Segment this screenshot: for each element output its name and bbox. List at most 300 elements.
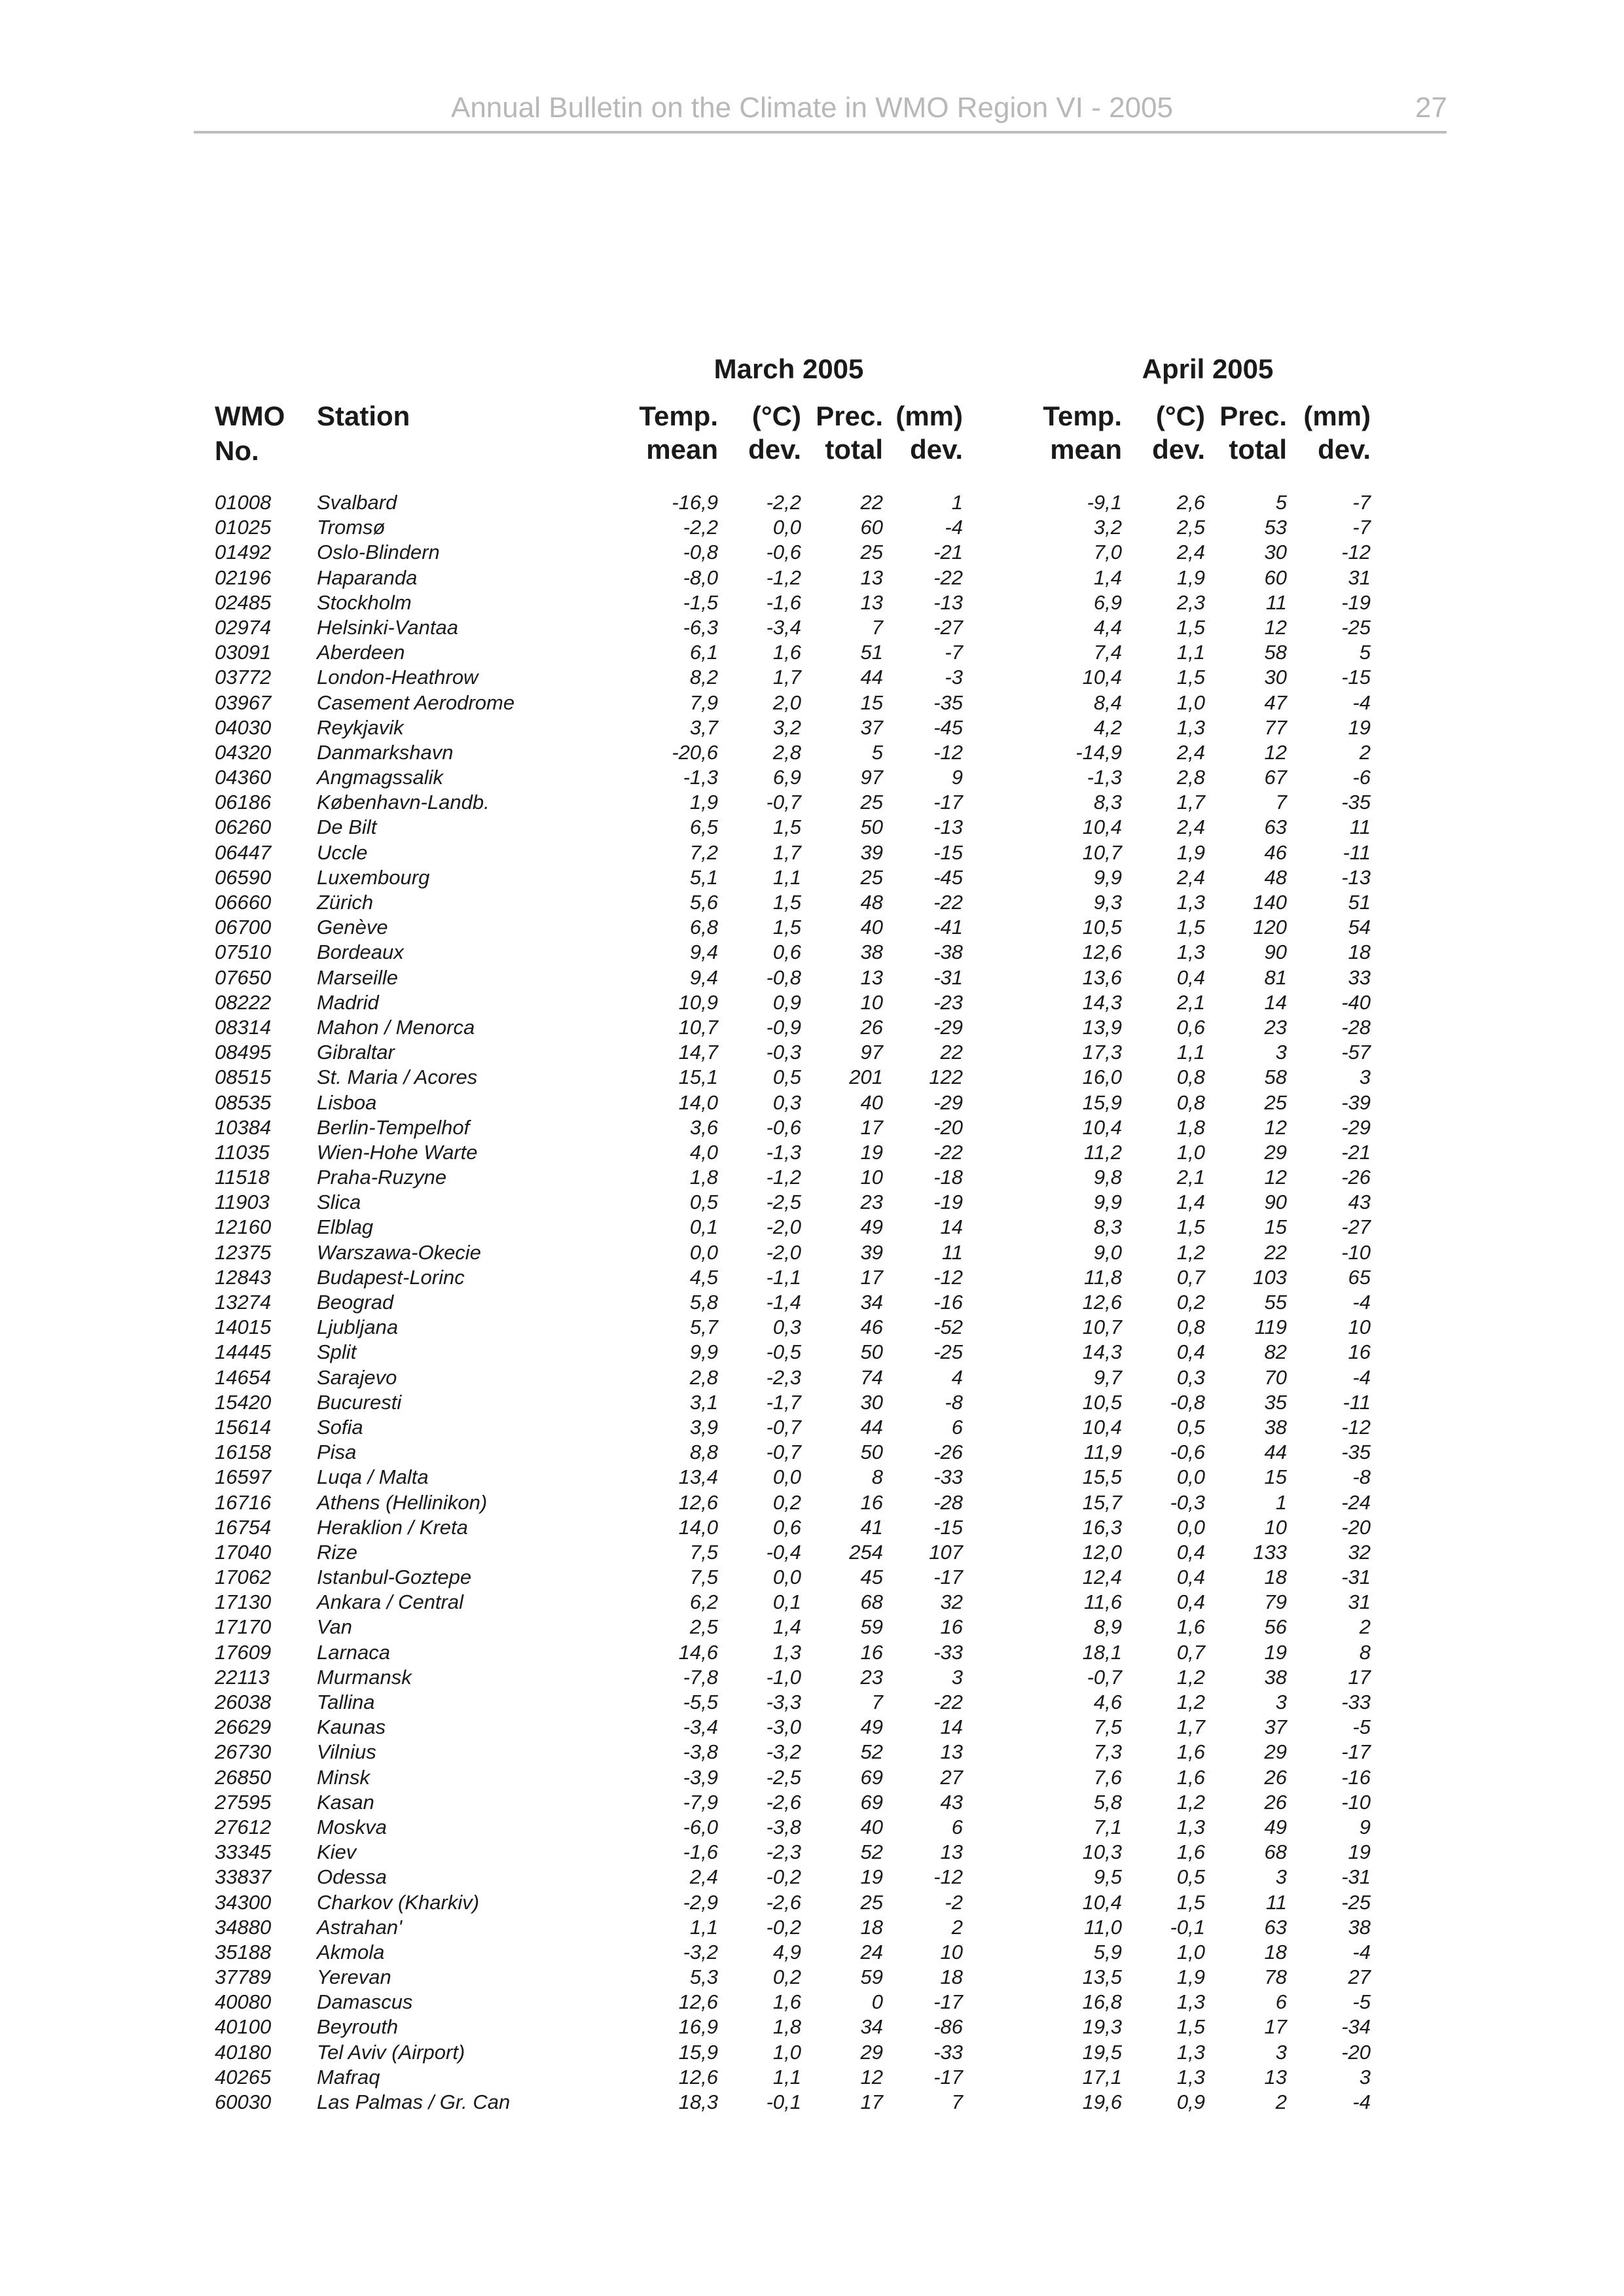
wmo-number: 35188: [215, 1940, 272, 1964]
march-prec-total: 97: [860, 766, 883, 789]
april-temp-mean: 19,6: [1082, 2090, 1122, 2113]
april-prec-dev: 8: [1359, 1640, 1371, 1664]
march-temp-dev: -2,5: [766, 1191, 801, 1214]
april-temp-dev: 1,3: [1176, 715, 1205, 739]
april-prec-dev: -57: [1341, 1041, 1371, 1064]
march-prec-dev: -4: [945, 516, 963, 539]
april-temp-mean: 9,8: [1093, 1166, 1122, 1189]
wmo-number: 02974: [215, 615, 272, 639]
march-temp-dev: 2,8: [772, 740, 801, 764]
station-name: Aberdeen: [317, 641, 405, 664]
march-temp-dev: -0,2: [766, 1915, 801, 1939]
april-prec-dev: -4: [1352, 1291, 1371, 1314]
wmo-number: 33345: [215, 1840, 272, 1864]
col-header-march-dev-unit: (°C): [751, 401, 801, 431]
table-row: [0, 2015, 1624, 2039]
station-name: Minsk: [317, 1765, 370, 1789]
april-prec-dev: 11: [1349, 816, 1371, 839]
march-temp-mean: -2,9: [683, 1890, 718, 1914]
april-prec-dev: -13: [1341, 865, 1371, 889]
april-temp-mean: 10,3: [1082, 1840, 1122, 1864]
april-prec-total: 15: [1264, 1215, 1287, 1239]
april-prec-dev: -28: [1341, 1015, 1371, 1039]
table-row: [0, 740, 1624, 765]
wmo-number: 13274: [215, 1291, 272, 1314]
april-prec-dev: -35: [1341, 791, 1371, 814]
april-temp-mean: 18,1: [1082, 1640, 1122, 1664]
april-temp-mean: 12,0: [1082, 1540, 1122, 1564]
march-temp-dev: -1,2: [766, 1166, 801, 1189]
march-temp-mean: 2,8: [689, 1365, 718, 1389]
table-row: [0, 1715, 1624, 1740]
col-header-march-temp: Temp.: [639, 401, 718, 431]
april-prec-dev: -4: [1352, 2090, 1371, 2113]
wmo-number: 17609: [215, 1640, 272, 1664]
april-temp-mean: 7,3: [1093, 1740, 1122, 1764]
march-temp-dev: 0,6: [772, 941, 801, 964]
march-prec-total: 26: [860, 1015, 883, 1039]
april-temp-mean: 7,4: [1093, 641, 1122, 664]
wmo-number: 12160: [215, 1215, 272, 1239]
table-row: [0, 490, 1624, 515]
march-temp-mean: 6,1: [689, 641, 718, 664]
april-temp-dev: 0,6: [1176, 1015, 1205, 1039]
table-row: [0, 1440, 1624, 1465]
march-prec-dev: -25: [933, 1340, 963, 1364]
april-temp-mean: -9,1: [1087, 491, 1122, 514]
april-prec-total: 15: [1264, 1465, 1287, 1489]
april-temp-mean: 11,0: [1083, 1915, 1122, 1939]
april-temp-mean: 9,7: [1093, 1365, 1122, 1389]
march-temp-dev: 1,4: [772, 1615, 801, 1639]
col-header-march-pdev-unit: (mm): [895, 401, 963, 431]
april-temp-dev: 1,5: [1176, 1890, 1205, 1914]
station-name: Tromsø: [317, 516, 386, 539]
april-temp-dev: 2,8: [1176, 766, 1205, 789]
march-temp-mean: 3,7: [689, 715, 718, 739]
table-row: [0, 1265, 1624, 1290]
march-prec-total: 10: [860, 1166, 883, 1189]
station-name: Berlin-Tempelhof: [317, 1115, 470, 1139]
station-name: Moskva: [317, 1815, 387, 1839]
april-prec-total: 58: [1264, 1066, 1287, 1089]
april-temp-dev: 1,7: [1176, 791, 1205, 814]
march-prec-total: 48: [860, 891, 883, 914]
wmo-number: 02196: [215, 565, 272, 589]
march-temp-mean: 0,0: [689, 1240, 718, 1264]
station-name: Rize: [317, 1540, 358, 1564]
wmo-number: 40100: [215, 2015, 272, 2039]
wmo-number: 34300: [215, 1890, 272, 1914]
march-temp-mean: 5,8: [689, 1291, 718, 1314]
table-row: [0, 1765, 1624, 1790]
april-temp-mean: 12,6: [1082, 1291, 1122, 1314]
april-prec-dev: 27: [1348, 1965, 1371, 1989]
april-prec-total: 25: [1264, 1090, 1287, 1114]
april-temp-mean: 10,4: [1082, 816, 1122, 839]
april-prec-total: 70: [1264, 1365, 1287, 1389]
wmo-number: 06590: [215, 865, 272, 889]
april-prec-dev: -8: [1352, 1465, 1371, 1489]
april-temp-dev: 0,4: [1176, 1566, 1205, 1589]
march-prec-total: 18: [860, 1915, 883, 1939]
station-name: Zürich: [317, 891, 374, 914]
station-name: Kiev: [317, 1840, 357, 1864]
march-temp-dev: -2,0: [766, 1240, 801, 1264]
march-temp-mean: 18,3: [678, 2090, 718, 2113]
station-name: Reykjavik: [317, 715, 404, 739]
april-prec-total: 29: [1264, 1740, 1287, 1764]
march-temp-dev: -3,8: [766, 1815, 801, 1839]
wmo-number: 17170: [215, 1615, 272, 1639]
march-temp-dev: -3,3: [766, 1691, 801, 1713]
march-temp-dev: 1,7: [772, 840, 801, 864]
march-temp-dev: -0,8: [766, 965, 801, 989]
april-temp-mean: 4,6: [1093, 1691, 1122, 1713]
wmo-number: 16158: [215, 1441, 272, 1464]
april-prec-total: 133: [1253, 1540, 1287, 1564]
march-temp-dev: -1,7: [766, 1390, 801, 1414]
march-temp-dev: -0,1: [766, 2090, 801, 2113]
april-prec-dev: 65: [1348, 1265, 1371, 1289]
april-temp-dev: 2,4: [1176, 740, 1205, 764]
march-temp-dev: 1,5: [772, 816, 801, 839]
march-temp-mean: -7,8: [683, 1665, 718, 1689]
march-temp-dev: 1,3: [772, 1640, 801, 1664]
april-temp-mean: 12,4: [1082, 1566, 1122, 1589]
march-temp-dev: 1,0: [772, 2040, 801, 2064]
april-prec-total: 79: [1264, 1590, 1287, 1614]
april-temp-dev: -0,3: [1170, 1490, 1205, 1514]
april-prec-dev: 32: [1348, 1540, 1371, 1564]
april-prec-total: 68: [1264, 1840, 1287, 1864]
march-prec-dev: -38: [933, 941, 963, 964]
april-prec-dev: 19: [1348, 715, 1371, 739]
april-prec-total: 3: [1275, 2040, 1287, 2064]
march-temp-mean: -3,9: [683, 1765, 718, 1789]
march-temp-dev: 1,1: [772, 865, 801, 889]
march-prec-dev: -52: [933, 1316, 963, 1339]
march-prec-dev: -15: [933, 840, 963, 864]
table-row: [0, 1115, 1624, 1140]
table-row: [0, 1865, 1624, 1890]
march-prec-total: 17: [860, 1265, 883, 1289]
april-prec-dev: 3: [1359, 1066, 1371, 1089]
table-row: [0, 515, 1624, 540]
table-row: [0, 940, 1624, 965]
april-prec-total: 119: [1254, 1316, 1287, 1339]
station-name: Split: [317, 1340, 357, 1364]
april-temp-mean: 1,4: [1093, 565, 1122, 589]
april-prec-total: 37: [1264, 1715, 1287, 1739]
april-prec-dev: -12: [1341, 1415, 1371, 1439]
april-temp-dev: 1,6: [1176, 1840, 1205, 1864]
table-row: [0, 1790, 1624, 1815]
april-prec-dev: 10: [1348, 1316, 1371, 1339]
april-temp-mean: 7,1: [1093, 1815, 1122, 1839]
april-temp-dev: 1,1: [1176, 1041, 1205, 1064]
march-temp-dev: 0,3: [772, 1316, 801, 1339]
april-temp-dev: 1,4: [1176, 1191, 1205, 1214]
april-prec-total: 77: [1264, 715, 1287, 739]
april-temp-dev: 0,9: [1176, 2090, 1205, 2113]
march-temp-dev: 3,2: [772, 715, 801, 739]
april-temp-dev: 1,7: [1176, 1715, 1205, 1739]
wmo-number: 60030: [215, 2090, 272, 2113]
april-temp-mean: 8,3: [1093, 791, 1122, 814]
april-prec-total: 44: [1264, 1441, 1287, 1464]
march-temp-dev: 2,0: [772, 691, 801, 714]
wmo-number: 03967: [215, 691, 272, 714]
april-temp-mean: 10,7: [1082, 840, 1122, 864]
march-temp-dev: -1,4: [766, 1291, 801, 1314]
march-temp-mean: 9,4: [689, 965, 718, 989]
april-prec-dev: -29: [1341, 1115, 1371, 1139]
march-prec-dev: -17: [933, 1990, 963, 2014]
wmo-number: 08222: [215, 990, 272, 1014]
march-prec-total: 45: [860, 1566, 883, 1589]
station-name: Odessa: [317, 1865, 387, 1889]
table-row: [0, 815, 1624, 840]
april-temp-mean: 15,7: [1082, 1490, 1122, 1514]
march-temp-mean: -3,4: [683, 1715, 718, 1739]
march-prec-total: 50: [860, 816, 883, 839]
april-temp-dev: 1,3: [1176, 941, 1205, 964]
april-prec-dev: -39: [1341, 1090, 1371, 1114]
march-temp-dev: -0,7: [766, 1441, 801, 1464]
april-temp-dev: -0,6: [1170, 1441, 1205, 1464]
running-title: Annual Bulletin on the Climate in WMO Region VI - 2005: [450, 92, 1173, 124]
april-prec-total: 14: [1264, 990, 1287, 1014]
april-temp-dev: 1,5: [1176, 615, 1205, 639]
col-header-march-mean: mean: [646, 434, 718, 465]
wmo-number: 26629: [215, 1715, 272, 1739]
table-row: [0, 1515, 1624, 1540]
march-temp-dev: -0,6: [766, 1115, 801, 1139]
table-row: [0, 1840, 1624, 1865]
march-prec-dev: 27: [940, 1765, 963, 1789]
table-row: [0, 1240, 1624, 1265]
march-prec-total: 13: [860, 590, 883, 614]
march-temp-mean: 13,4: [678, 1465, 718, 1489]
april-temp-dev: 1,2: [1176, 1790, 1205, 1814]
march-temp-mean: 1,9: [689, 791, 718, 814]
station-name: Danmarkshavn: [317, 740, 454, 764]
april-temp-dev: 0,2: [1176, 1291, 1205, 1314]
table-row: [0, 915, 1624, 940]
march-prec-dev: -45: [933, 715, 963, 739]
march-prec-dev: 4: [951, 1365, 963, 1389]
march-prec-total: 30: [860, 1390, 883, 1414]
table-row: [0, 765, 1624, 790]
wmo-number: 04360: [215, 766, 272, 789]
station-name: Larnaca: [317, 1640, 391, 1664]
march-prec-dev: 13: [940, 1840, 963, 1864]
table-row: [0, 1640, 1624, 1665]
april-prec-total: 38: [1264, 1415, 1287, 1439]
march-prec-total: 41: [860, 1515, 883, 1539]
march-prec-total: 24: [860, 1940, 883, 1964]
col-header-march-pdev: dev.: [910, 434, 963, 465]
wmo-number: 27595: [215, 1790, 272, 1814]
march-prec-dev: -18: [933, 1166, 963, 1189]
april-prec-total: 3: [1275, 1041, 1287, 1064]
march-prec-dev: -15: [933, 1515, 963, 1539]
wmo-number: 03091: [215, 641, 272, 664]
april-temp-dev: 2,3: [1176, 590, 1205, 614]
april-prec-total: 30: [1264, 541, 1287, 564]
april-prec-dev: -33: [1341, 1691, 1371, 1713]
march-temp-mean: 1,8: [689, 1166, 718, 1189]
table-row: [0, 965, 1624, 990]
april-temp-mean: 5,8: [1093, 1790, 1122, 1814]
march-temp-dev: 4,9: [772, 1940, 801, 1964]
march-prec-dev: 9: [951, 766, 963, 789]
march-temp-mean: 10,9: [678, 990, 718, 1014]
march-temp-dev: 1,5: [772, 916, 801, 939]
station-name: Slica: [317, 1191, 361, 1214]
march-prec-total: 19: [860, 1140, 883, 1164]
march-temp-mean: 3,9: [689, 1415, 718, 1439]
march-temp-dev: -1,1: [766, 1265, 801, 1289]
group-header-march: March 2005: [713, 353, 864, 384]
april-prec-total: 5: [1275, 491, 1287, 514]
march-prec-dev: -33: [933, 1640, 963, 1664]
march-prec-total: 34: [860, 2015, 883, 2039]
march-prec-total: 0: [871, 1990, 883, 2014]
april-prec-total: 23: [1264, 1015, 1287, 1039]
march-temp-mean: 7,9: [689, 691, 718, 714]
station-name: Elblag: [317, 1215, 374, 1239]
march-prec-dev: -12: [933, 1865, 963, 1889]
april-temp-mean: 13,9: [1082, 1015, 1122, 1039]
march-prec-dev: -12: [933, 1265, 963, 1289]
april-temp-dev: 0,8: [1176, 1316, 1205, 1339]
march-prec-dev: -2: [945, 1890, 963, 1914]
april-temp-dev: 2,5: [1176, 516, 1205, 539]
wmo-number: 06660: [215, 891, 272, 914]
april-temp-mean: 8,3: [1093, 1215, 1122, 1239]
march-prec-dev: 43: [940, 1790, 963, 1814]
april-prec-dev: -10: [1341, 1240, 1371, 1264]
april-temp-mean: 11,2: [1083, 1140, 1122, 1164]
wmo-number: 17062: [215, 1566, 272, 1589]
march-temp-dev: 1,1: [772, 2065, 801, 2089]
april-prec-total: 11: [1265, 590, 1287, 614]
april-temp-dev: 1,5: [1176, 916, 1205, 939]
table-row: [0, 1490, 1624, 1515]
march-temp-mean: -6,0: [683, 1815, 718, 1839]
table-row: [0, 1915, 1624, 1940]
april-prec-total: 19: [1264, 1640, 1287, 1664]
wmo-number: 08515: [215, 1066, 272, 1089]
col-header-april-pdev-unit: (mm): [1303, 401, 1371, 431]
march-temp-dev: -0,9: [766, 1015, 801, 1039]
april-temp-mean: 9,0: [1093, 1240, 1122, 1264]
table-row: [0, 1015, 1624, 1040]
wmo-number: 34880: [215, 1915, 272, 1939]
march-temp-dev: 0,0: [772, 1465, 801, 1489]
table-row: [0, 1690, 1624, 1715]
april-prec-dev: -27: [1341, 1215, 1371, 1239]
march-temp-dev: -0,4: [766, 1540, 801, 1564]
station-name: Astrahan': [317, 1915, 402, 1939]
march-temp-mean: 5,3: [689, 1965, 718, 1989]
march-prec-total: 69: [860, 1790, 883, 1814]
april-temp-mean: 9,5: [1093, 1865, 1122, 1889]
march-temp-mean: 3,1: [689, 1390, 718, 1414]
april-prec-dev: -7: [1352, 491, 1371, 514]
march-prec-total: 52: [860, 1740, 883, 1764]
april-temp-dev: 0,8: [1176, 1090, 1205, 1114]
april-temp-mean: 12,6: [1082, 941, 1122, 964]
april-prec-total: 56: [1264, 1615, 1287, 1639]
march-temp-mean: 1,1: [689, 1915, 718, 1939]
april-prec-total: 38: [1264, 1665, 1287, 1689]
april-prec-dev: -20: [1341, 2040, 1371, 2064]
wmo-number: 27612: [215, 1815, 272, 1839]
march-temp-dev: 1,6: [772, 1990, 801, 2014]
table-row: [0, 1365, 1624, 1390]
station-name: Heraklion / Kreta: [317, 1515, 468, 1539]
march-temp-mean: 4,0: [689, 1140, 718, 1164]
april-prec-total: 78: [1264, 1965, 1287, 1989]
table-row: [0, 1390, 1624, 1415]
station-name: Istanbul-Goztepe: [317, 1566, 472, 1589]
april-prec-total: 90: [1264, 941, 1287, 964]
march-temp-mean: -8,0: [683, 565, 718, 589]
march-prec-total: 25: [860, 541, 883, 564]
march-temp-dev: 1,7: [772, 666, 801, 689]
march-temp-mean: 16,9: [678, 2015, 718, 2039]
april-prec-total: 22: [1264, 1240, 1287, 1264]
table-row: [0, 790, 1624, 815]
march-prec-total: 40: [860, 1815, 883, 1839]
table-row: [0, 615, 1624, 640]
april-temp-dev: 2,1: [1176, 990, 1205, 1014]
table-row: [0, 2040, 1624, 2065]
april-prec-total: 46: [1264, 840, 1287, 864]
march-prec-dev: 14: [940, 1215, 963, 1239]
april-prec-dev: 38: [1348, 1915, 1371, 1939]
march-prec-dev: -33: [933, 2040, 963, 2064]
march-temp-dev: -1,3: [766, 1140, 801, 1164]
march-prec-dev: 16: [940, 1615, 963, 1639]
station-name: Warszawa-Okecie: [317, 1240, 481, 1264]
table-row: [0, 1965, 1624, 1990]
march-prec-dev: -17: [933, 1566, 963, 1589]
march-prec-total: 38: [860, 941, 883, 964]
table-row: [0, 1340, 1624, 1365]
table-row: [0, 565, 1624, 590]
march-prec-total: 12: [860, 2065, 883, 2089]
wmo-number: 14445: [215, 1340, 272, 1364]
wmo-number: 26730: [215, 1740, 272, 1764]
march-prec-total: 8: [871, 1465, 883, 1489]
april-prec-total: 58: [1264, 641, 1287, 664]
march-prec-total: 97: [860, 1041, 883, 1064]
col-header-april-pdev: dev.: [1318, 434, 1371, 465]
col-header-station: Station: [317, 401, 410, 431]
march-temp-mean: 6,8: [689, 916, 718, 939]
april-prec-dev: -7: [1352, 516, 1371, 539]
wmo-number: 37789: [215, 1965, 272, 1989]
wmo-number: 14015: [215, 1316, 272, 1339]
april-temp-dev: 0,4: [1176, 1540, 1205, 1564]
wmo-number: 14654: [215, 1365, 272, 1389]
table-row: [0, 1890, 1624, 1915]
march-temp-dev: -0,7: [766, 791, 801, 814]
